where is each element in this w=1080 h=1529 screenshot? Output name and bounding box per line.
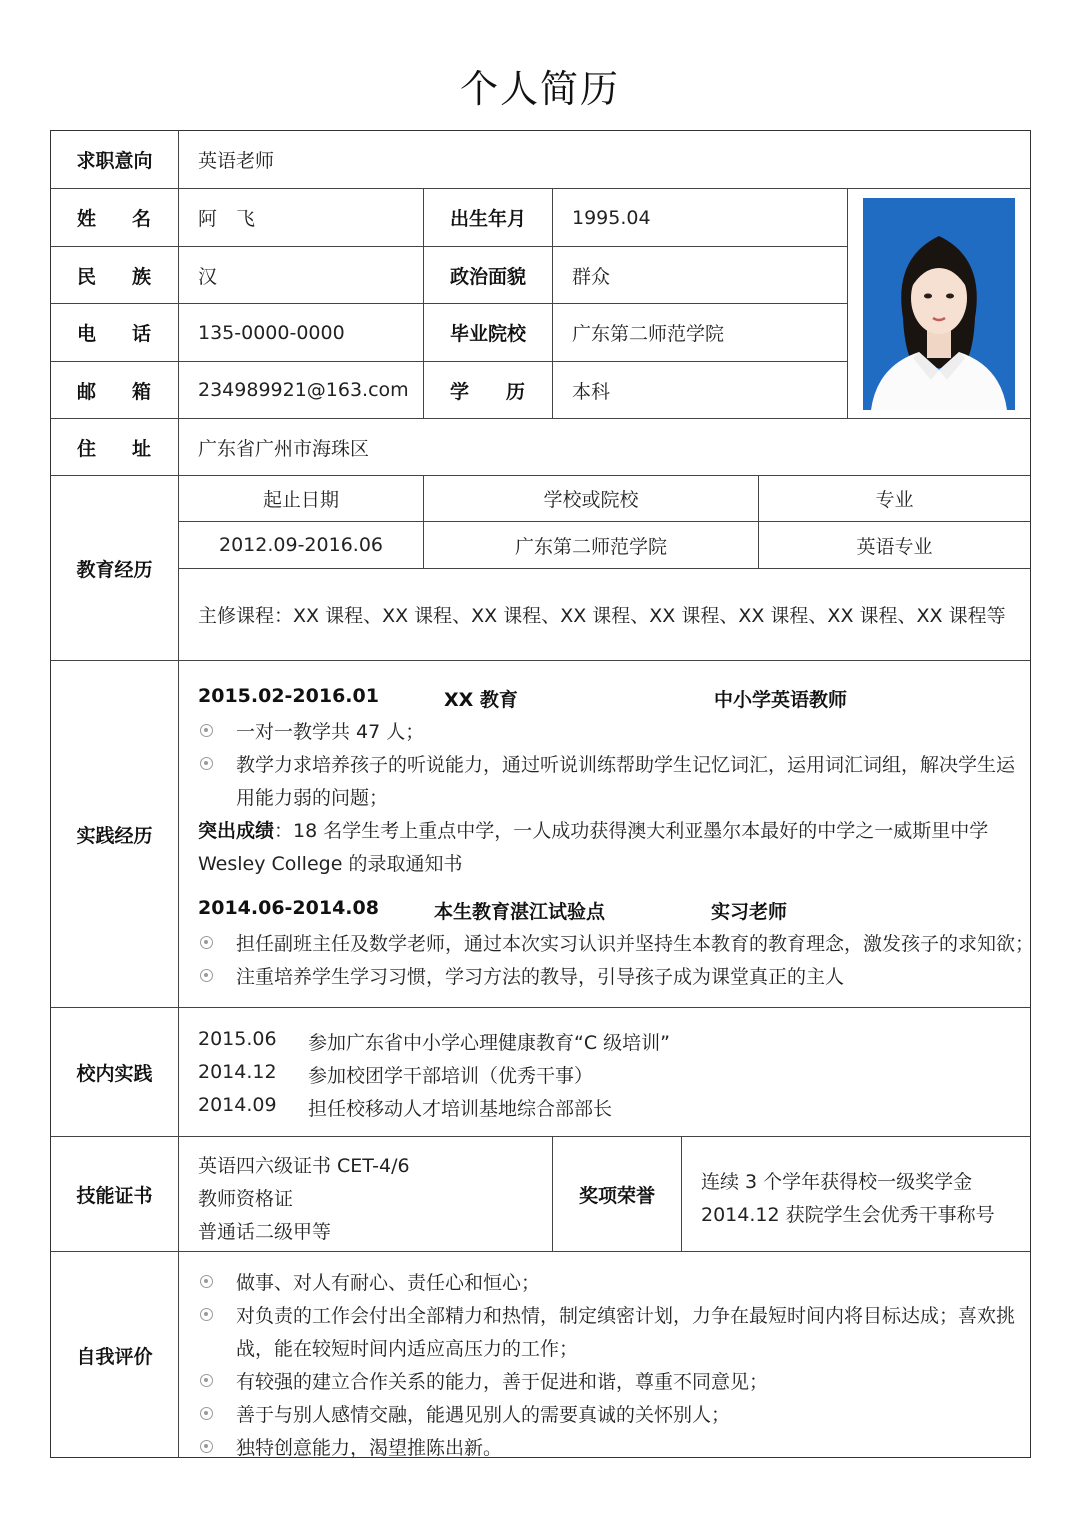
- edu-header-school: 学校或院校: [424, 476, 759, 522]
- award-item: 2014.12 获院学生会优秀干事称号: [701, 1204, 995, 1226]
- phone-label-char: 电: [77, 323, 97, 345]
- achievement-text: ：18 名学生考上重点中学，一人成功获得澳大利亚墨尔本最好的中学之一威斯里中学: [274, 820, 989, 842]
- self-content: [179, 1252, 1030, 1458]
- address-label-char: 址: [131, 437, 151, 460]
- address-label: [51, 419, 179, 476]
- campus-date: 2015.06: [198, 1028, 277, 1050]
- edu-header-date: 起止日期: [179, 476, 424, 522]
- edu-school: 广东第二师范学院: [424, 522, 759, 569]
- campus-text: 参加广东省中小学心理健康教育“C 级培训”: [308, 1032, 670, 1054]
- bullet-icon: [200, 1374, 213, 1387]
- edu-date: 2012.09-2016.06: [179, 522, 424, 569]
- address-label-char: 住: [77, 437, 97, 460]
- birth-label: 出生年月: [424, 189, 553, 247]
- school-label: 毕业院校: [424, 304, 553, 362]
- profile-photo: [863, 198, 1015, 410]
- name-value: 阿 飞: [179, 189, 424, 247]
- job1-date: 2015.02-2016.01: [198, 685, 379, 707]
- degree-label-char: 学: [450, 380, 470, 403]
- awards-label: 奖项荣誉: [553, 1137, 682, 1252]
- job-label: 求职意向: [51, 131, 179, 189]
- practice-content: [179, 661, 1035, 1008]
- campus-content: [179, 1008, 1030, 1137]
- page-title: 个人简历: [459, 67, 620, 111]
- ethnic-label: [51, 247, 179, 304]
- bullet-icon: [200, 757, 213, 770]
- job1-achievement-cont: Wesley College 的录取通知书: [198, 853, 463, 875]
- job1-bullet2a: 教学力求培养孩子的听说能力，通过听说训练帮助学生记忆词汇，运用词汇词组，解决学生运: [236, 754, 1016, 776]
- bullet-icon: [200, 1308, 213, 1321]
- practice-label: 实践经历: [51, 661, 179, 1008]
- resume-table: [50, 130, 1035, 1459]
- phone-label-char: 话: [131, 323, 151, 345]
- email-value: 234989921@163.com: [179, 362, 424, 419]
- self-bullet3: 有较强的建立合作关系的能力，善于促进和谐，尊重不同意见；: [236, 1371, 769, 1393]
- skill-item: 普通话二级甲等: [198, 1221, 332, 1243]
- self-label: 自我评价: [51, 1252, 179, 1458]
- self-bullet4: 善于与别人感情交融，能遇见别人的需要真诚的关怀别人；: [236, 1404, 731, 1426]
- photo-cell: [848, 189, 1030, 419]
- phone-label: [51, 304, 179, 362]
- edu-courses: 主修课程：XX 课程、XX 课程、XX 课程、XX 课程、XX 课程、XX 课程、XX 课程、XX 课程等: [179, 569, 1030, 661]
- job2-org: 本生教育湛江试验点: [434, 901, 606, 923]
- job1-org: XX 教育: [444, 689, 518, 711]
- campus-text: 担任校移动人才培训基地综合部部长: [308, 1098, 613, 1120]
- school-value: 广东第二师范学院: [553, 304, 848, 362]
- ethnic-label-char: 民: [77, 265, 97, 288]
- edu-major: 英语专业: [759, 522, 1030, 569]
- address-value: 广东省广州市海珠区: [179, 419, 1030, 476]
- email-label: [51, 362, 179, 419]
- bullet-icon: [200, 969, 213, 982]
- job1-achievement: [198, 816, 988, 843]
- bullet-icon: [200, 1440, 213, 1453]
- bullet-icon: [200, 1407, 213, 1420]
- job2-bullet1: 担任副班主任及数学老师，通过本次实习认识并坚持生本教育的教育理念，激发孩子的求知欲；: [236, 933, 1035, 955]
- achievement-label: 突出成绩: [198, 820, 275, 842]
- degree-label-char: 历: [505, 380, 525, 403]
- self-bullet1: 做事、对人有耐心、责任心和恒心；: [236, 1272, 541, 1294]
- edu-header-major: 专业: [759, 476, 1030, 522]
- job1-role: 中小学英语教师: [714, 689, 848, 711]
- birth-value: 1995.04: [553, 189, 848, 247]
- self-bullet2b: 战，能在较短时间内适应高压力的工作；: [236, 1338, 579, 1360]
- campus-label: 校内实践: [51, 1008, 179, 1137]
- name-label-char: 姓: [77, 208, 97, 230]
- campus-date: 2014.09: [198, 1094, 277, 1116]
- job2-bullet2: 注重培养学生学习习惯，学习方法的教导，引导孩子成为课堂真正的主人: [236, 966, 845, 988]
- job2-role: 实习老师: [711, 901, 788, 923]
- education-label: 教育经历: [51, 476, 179, 661]
- phone-value: 135-0000-0000: [179, 304, 424, 362]
- politics-label: 政治面貌: [424, 247, 553, 304]
- skill-item: 英语四六级证书 CET-4/6: [198, 1155, 410, 1177]
- job1-bullet1: 一对一教学共 47 人；: [236, 721, 425, 743]
- job-value: 英语老师: [179, 131, 1030, 189]
- email-label-char: 邮: [77, 380, 97, 403]
- awards-list: [682, 1137, 1030, 1252]
- self-bullet5: 独特创意能力，渴望推陈出新。: [236, 1437, 503, 1459]
- portrait-icon: [863, 198, 1015, 410]
- name-label: [51, 189, 179, 247]
- campus-date: 2014.12: [198, 1061, 277, 1083]
- ethnic-value: 汉: [179, 247, 424, 304]
- award-item: 连续 3 个学年获得校一级奖学金: [701, 1171, 973, 1193]
- skills-list: [179, 1137, 553, 1252]
- ethnic-label-char: 族: [131, 265, 151, 288]
- skill-item: 教师资格证: [198, 1188, 294, 1210]
- degree-label: [424, 362, 553, 419]
- bullet-icon: [200, 1275, 213, 1288]
- self-bullet2a: 对负责的工作会付出全部精力和热情，制定缜密计划，力争在最短时间内将目标达成；喜欢挑: [236, 1305, 1016, 1327]
- skills-label: 技能证书: [51, 1137, 179, 1252]
- bullet-icon: [200, 936, 213, 949]
- politics-value: 群众: [553, 247, 848, 304]
- name-label-char: 名: [131, 208, 151, 230]
- job1-bullet2b: 用能力弱的问题；: [236, 787, 389, 809]
- job2-date: 2014.06-2014.08: [198, 897, 379, 919]
- campus-text: 参加校团学干部培训（优秀干事）: [308, 1065, 594, 1087]
- email-label-char: 箱: [131, 380, 151, 403]
- degree-value: 本科: [553, 362, 848, 419]
- bullet-icon: [200, 724, 213, 737]
